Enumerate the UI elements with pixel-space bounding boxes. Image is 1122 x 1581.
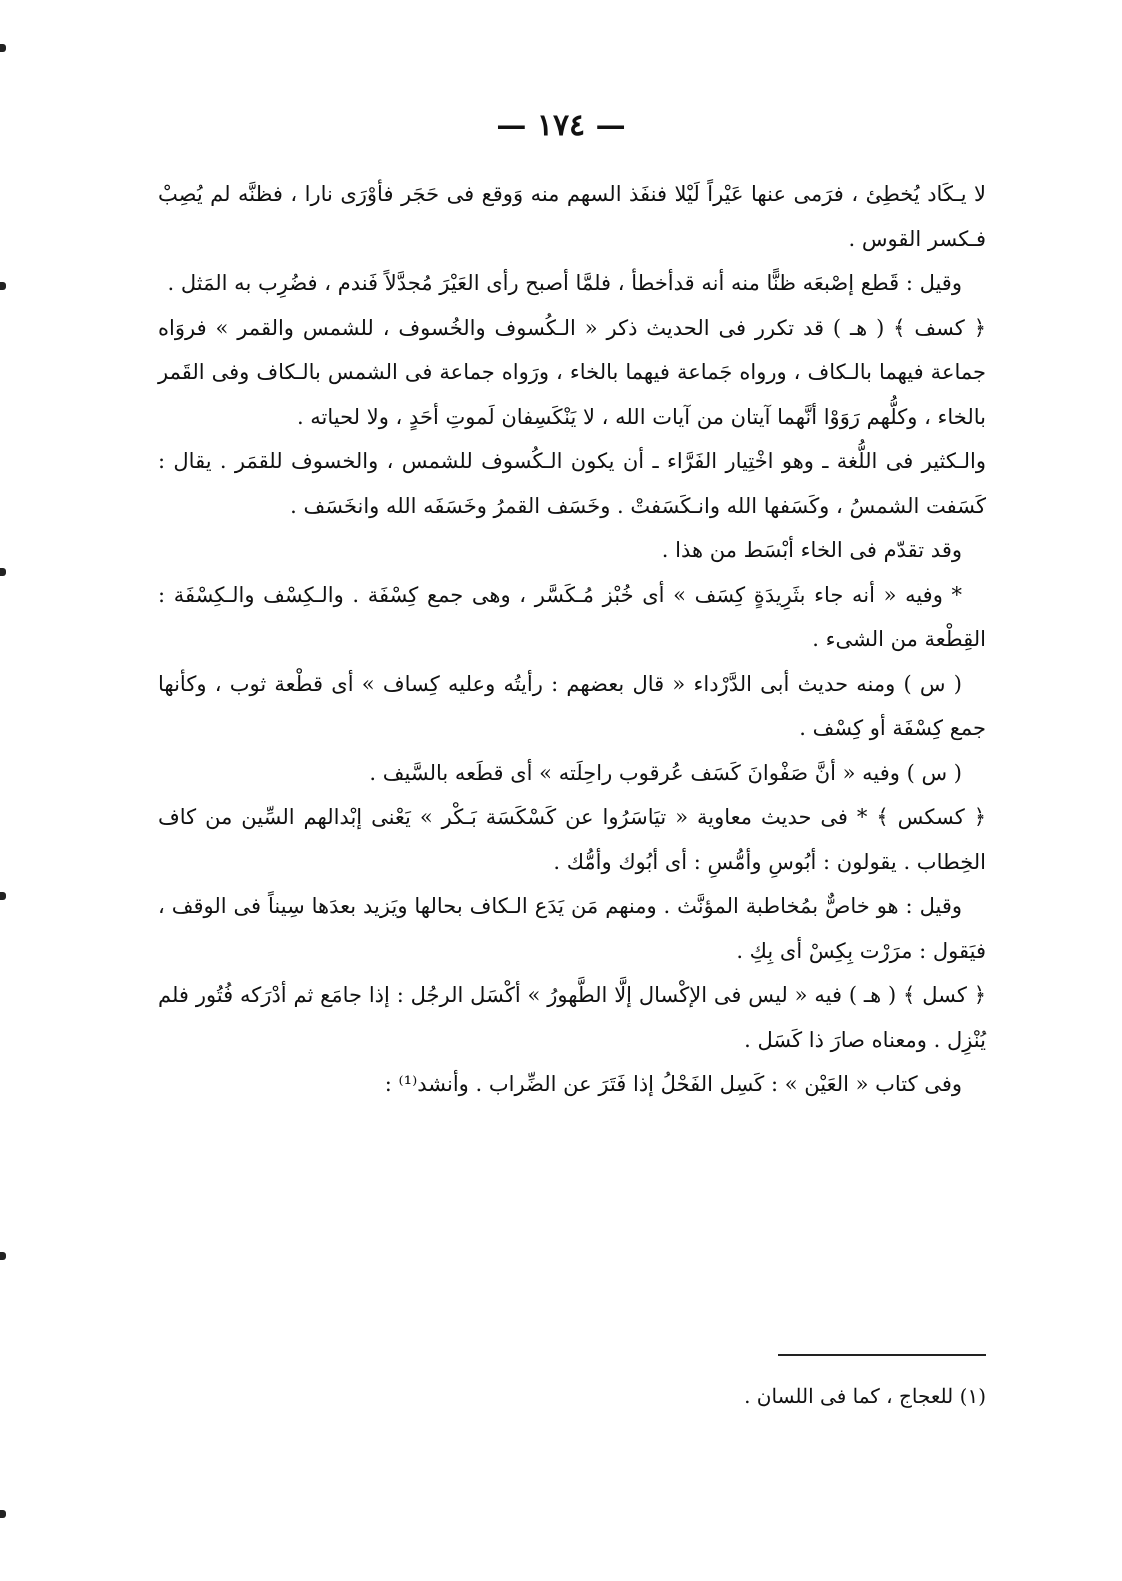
scan-edge-mark	[0, 892, 6, 900]
entry-kasf: ﴿ كسف ﴾ ( هـ ) قد تكرر فى الحديث ذكر « الـكُسوف والخُسوف ، للشمس والقمر » فروَاه جماعة فيهما بالـكاف ، ورواه جَماعة فيهما بالخاء ، ورَواه جماعة فى الشمس بالـكاف وفى القَمر بالخاء ، وكلُّهم رَوَوْا أنَّهما آيتان من آيات الله ، لا يَنْكَسِفان لَموتِ أحَدٍ ، ولا لحياته .	[158, 315, 986, 429]
scan-edge-mark	[0, 1252, 6, 1260]
scan-edge-mark	[0, 282, 6, 290]
paragraph: وقد تقدّم فى الخاء أبْسَط من هذا .	[661, 538, 962, 562]
paragraph: وقيل : قَطع إصْبعَه ظنًّا منه أنه قدأخطأ ، فلمَّا أصبح رأى العَيْرَ مُجدَّلاً فَندم ، فضُرِب به المَثل .	[167, 271, 962, 295]
paragraph: * وفيه « أنه جاء بثَرِيدَةٍ كِسَف » أى خُبْز مُـكَسَّر ، وهى جمع كِسْفَة . والـكِسْف والـكِسْفَة : القِطْعة من الشىء .	[158, 582, 986, 651]
paragraph: ( س ) وفيه « أنَّ صَفْوانَ كَسَف عُرقوب راحِلَته » أى قطَعه بالسَّيف .	[369, 760, 962, 785]
paragraph: وقيل : هو خاصٌّ بمُخاطبة المؤنَّث . ومنهم مَن يَدَع الـكاف بحالها ويَزيد بعدَها سِيناً فى الوقف ، فيَقول : مرَرْت بِكِسْ أى بِكِ .	[158, 894, 986, 963]
footnote-divider	[778, 1354, 986, 1356]
entry-kaskas: ﴿ كسكس ﴾ * فى حديث معاوية « تيَاسَرُوا عن كَسْكَسَة بَـكْر » يَعْنى إبْدالهم السِّين من كاف الخِطاب . يقولون : أبُوسِ وأمُّسِ : أى أبُوك وأمُّك .	[158, 805, 986, 874]
main-text	[158, 172, 986, 1107]
paragraph: ( س ) ومنه حديث أبى الدَّرْداء « قال بعضهم : رأيتُه وعليه كِساف » أى قطْعة ثوب ، وكأنها جمع كِسْفَة أو كِسْف .	[158, 671, 986, 740]
page-number: — ١٧٤ —	[496, 108, 626, 143]
paragraph: لا يـكَاد يُخطِئ ، فرَمى عنها عَيْراً لَيْلا فنفَذ السهم منه وَوقع فى حَجَر فأوْرَى نارا ، فظنَّه لم يُصِبْ فـكسر القوس .	[158, 182, 986, 251]
scan-edge-mark	[0, 1510, 6, 1518]
scan-edge-mark	[0, 568, 6, 576]
paragraph: والـكثير فى اللُّغة ـ وهو اخْتِيار الفَرَّاء ـ أن يكون الـكُسوف للشمس ، والخسوف للقمَر . يقال : كَسَفت الشمسُ ، وكَسَفها الله وانـكَسَفتْ . وخَسَف القمرُ وخَسَفَه الله وانخَسَف .	[158, 449, 986, 518]
paragraph: وفى كتاب « العَيْن » : كَسِل الفَحْلُ إذا فَتَرَ عن الضِّراب . وأنشد⁽¹⁾ :	[384, 1072, 962, 1096]
scan-edge-mark	[0, 44, 6, 52]
entry-kasal: ﴿ كسل ﴾ ( هـ ) فيه « ليس فى الإكْسال إلَّا الطَّهورُ » أكْسَل الرجُل : إذا جامَع ثم أدْرَكه فُتُور فلم يُنْزِل . ومعناه صارَ ذا كَسَل .	[158, 983, 986, 1052]
footnote: (١) للعجاج ، كما فى اللسان .	[744, 1384, 986, 1408]
